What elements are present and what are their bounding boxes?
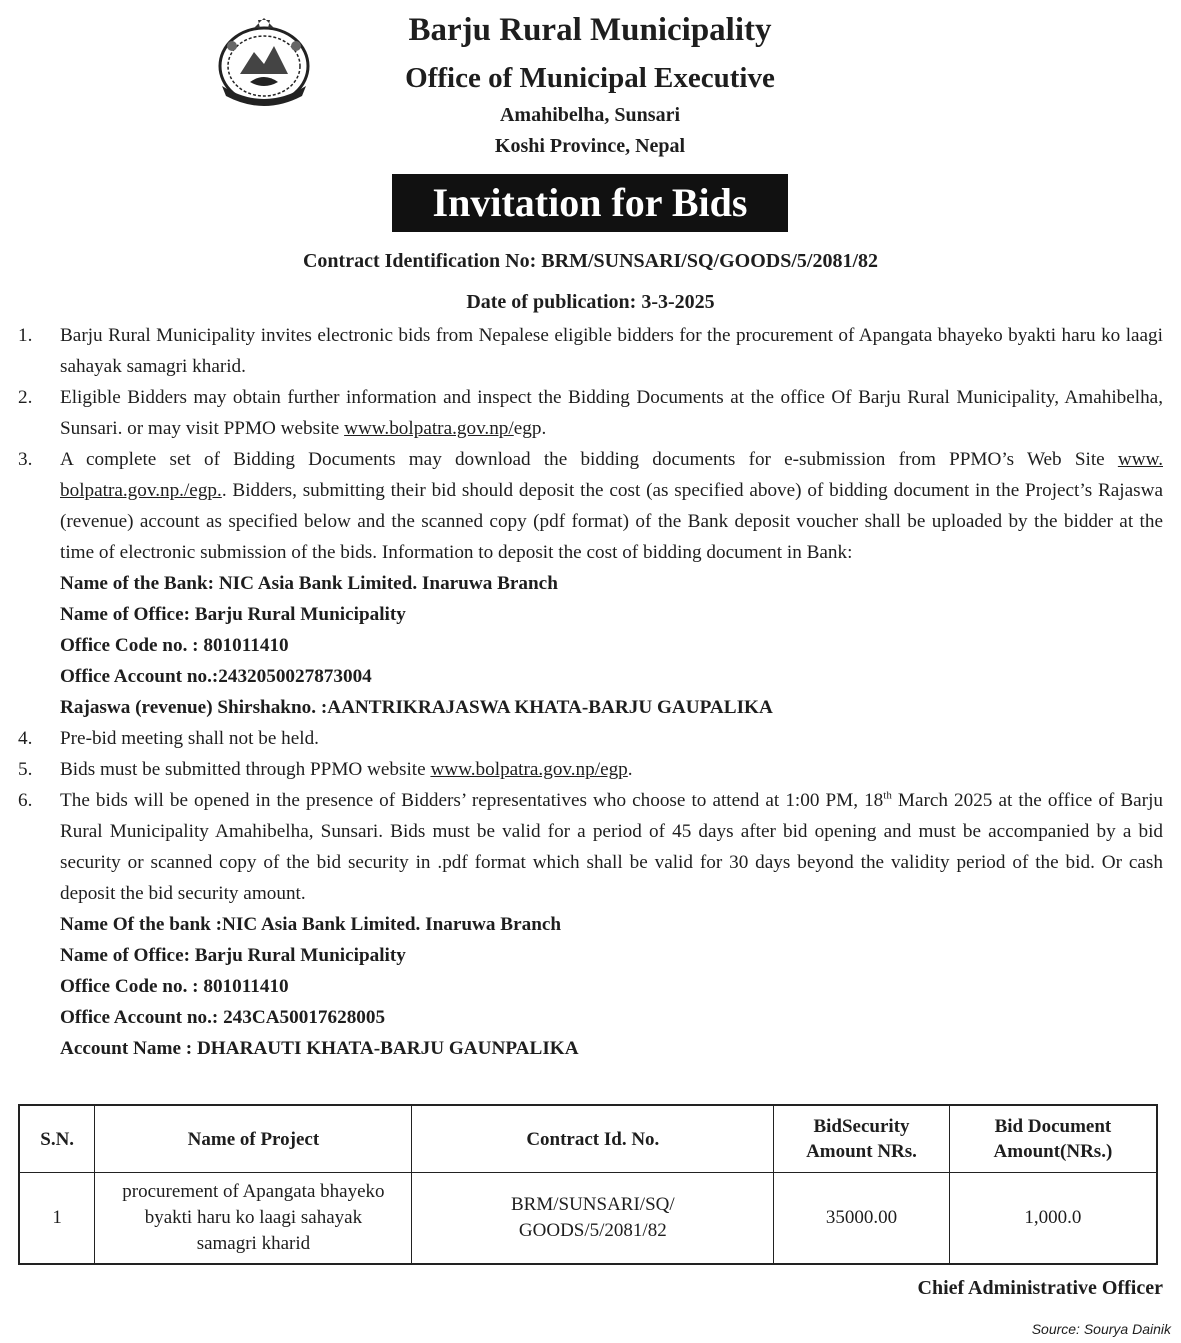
office-account: Office Account no.: 243CA50017628005: [60, 1007, 386, 1028]
office-account: Office Account no.:2432050027873004: [60, 666, 372, 687]
clause-number: 6.: [18, 790, 33, 811]
col-header-sn: S.N.: [19, 1105, 95, 1173]
contract-identification: Contract Identification No: BRM/SUNSARI/SQ/GOODS/5/2081/82: [302, 250, 879, 272]
nepal-emblem-icon: [214, 16, 314, 108]
office-code: Office Code no. : 801011410: [60, 976, 289, 997]
office-name-line: Name of Office: Barju Rural Municipality: [60, 604, 406, 625]
clause-text: A complete set of Bidding Documents may download the bidding documents for e-submission from PPMO’s Web Site: [60, 449, 1118, 470]
clause-number: 3.: [18, 449, 33, 470]
cell-doc-amount: 1,000.0: [949, 1173, 1157, 1265]
clause-2: [0, 382, 1181, 444]
clause-text: Pre-bid meeting shall not be held.: [60, 728, 319, 749]
clause-4: [0, 723, 1181, 754]
clause-6: [0, 785, 1181, 909]
clause-number: 1.: [18, 325, 33, 346]
col-header-doc-amount: Bid Document Amount(NRs.): [949, 1105, 1157, 1173]
clause-text: The bids will be opened in the presence of Bidders’ representatives who choose to attend at 1:00 PM, 18: [60, 790, 884, 811]
cell-bid-security: 35000.00: [774, 1173, 950, 1265]
col-header-project: Name of Project: [95, 1105, 412, 1173]
address-line-1: Amahibelha, Sunsari: [499, 104, 681, 126]
account-name: Account Name : DHARAUTI KHATA-BARJU GAUNPALIKA: [60, 1038, 579, 1059]
source-credit: Source: Sourya Dainik: [1031, 1321, 1171, 1337]
cell-sn: 1: [19, 1173, 95, 1265]
clause-5: [0, 754, 1181, 785]
col-header-bid-security: BidSecurity Amount NRs.: [774, 1105, 950, 1173]
address-line-2: Koshi Province, Nepal: [494, 135, 686, 157]
clause-text-end: .: [627, 759, 633, 780]
letterhead: [0, 0, 1181, 165]
ppmo-link[interactable]: www.bolpatra.gov.np/: [344, 418, 514, 439]
bid-table: [18, 1104, 1158, 1265]
revenue-head: Rajaswa (revenue) Shirshakno. :AANTRIKRAJASWA KHATA-BARJU GAUPALIKA: [60, 697, 773, 718]
clause-text: Eligible Bidders may obtain further information and inspect the Bidding Documents at the office Of Barju Rural Municipality, Amahibelha, Sunsari. or may visit PPMO website: [60, 387, 1163, 439]
clause-text: Bids must be submitted through PPMO website: [60, 759, 431, 780]
table-row: [19, 1173, 1157, 1265]
office-code: Office Code no. : 801011410: [60, 635, 289, 656]
notice-title: Invitation for Bids: [392, 174, 788, 232]
clause-text: Barju Rural Municipality invites electronic bids from Nepalese eligible bidders for the procurement of Apangata bhayeko byakti haru ko laagi sahayak samagri kharid.: [60, 325, 1163, 377]
col-header-contract-id: Contract Id. No.: [412, 1105, 774, 1173]
clause-text-end: March 2025 at the office of Barju Rural Municipality Amahibelha, Sunsari. Bids must be valid for a period of 45 days after bid opening and must be accompanied by a bid security or scanned copy of the bid security in .pdf format which shall be valid for 30 days beyond the validity period of the bid. Or cash deposit the bid security amount.: [60, 790, 1163, 904]
cell-project: procurement of Apangata bhayeko byakti haru ko laagi sahayak samagri kharid: [95, 1173, 412, 1265]
clause-1: [0, 320, 1181, 382]
clause-number: 2.: [18, 387, 33, 408]
ppmo-link[interactable]: www.bolpatra.gov.np/egp: [430, 759, 628, 780]
ordinal-suffix: th: [883, 789, 892, 802]
publication-date: Date of publication: 3-3-2025: [466, 291, 715, 313]
cell-contract-id: BRM/SUNSARI/SQ/ GOODS/5/2081/82: [412, 1173, 774, 1265]
municipality-name: Barju Rural Municipality: [408, 12, 772, 48]
clause-text-end: egp.: [513, 418, 547, 439]
clause-3: [0, 444, 1181, 568]
ppmo-link[interactable]: www. bolpatra.gov.np./egp.: [60, 449, 1163, 501]
clause-number: 5.: [18, 759, 33, 780]
bank-name: Name Of the bank :NIC Asia Bank Limited. Inaruwa Branch: [60, 914, 562, 935]
table-header-row: [19, 1105, 1157, 1173]
clause-text-end: . Bidders, submitting their bid should deposit the cost (as specified above) of bidding document in the Project’s Rajaswa (revenue) account as specified below and the scanned copy (pdf format) of the Bank deposit voucher shall be uploaded by the bidder at the time of electronic submission of the bids. Information to deposit the cost of bidding document in Bank:: [60, 480, 1163, 563]
signatory: Chief Administrative Officer: [917, 1277, 1163, 1299]
clause-number: 4.: [18, 728, 33, 749]
bank-name: Name of the Bank: NIC Asia Bank Limited. Inaruwa Branch: [60, 573, 558, 594]
office-name-line: Name of Office: Barju Rural Municipality: [60, 945, 406, 966]
notice-body: [0, 320, 1181, 1064]
office-name: Office of Municipal Executive: [405, 62, 775, 94]
